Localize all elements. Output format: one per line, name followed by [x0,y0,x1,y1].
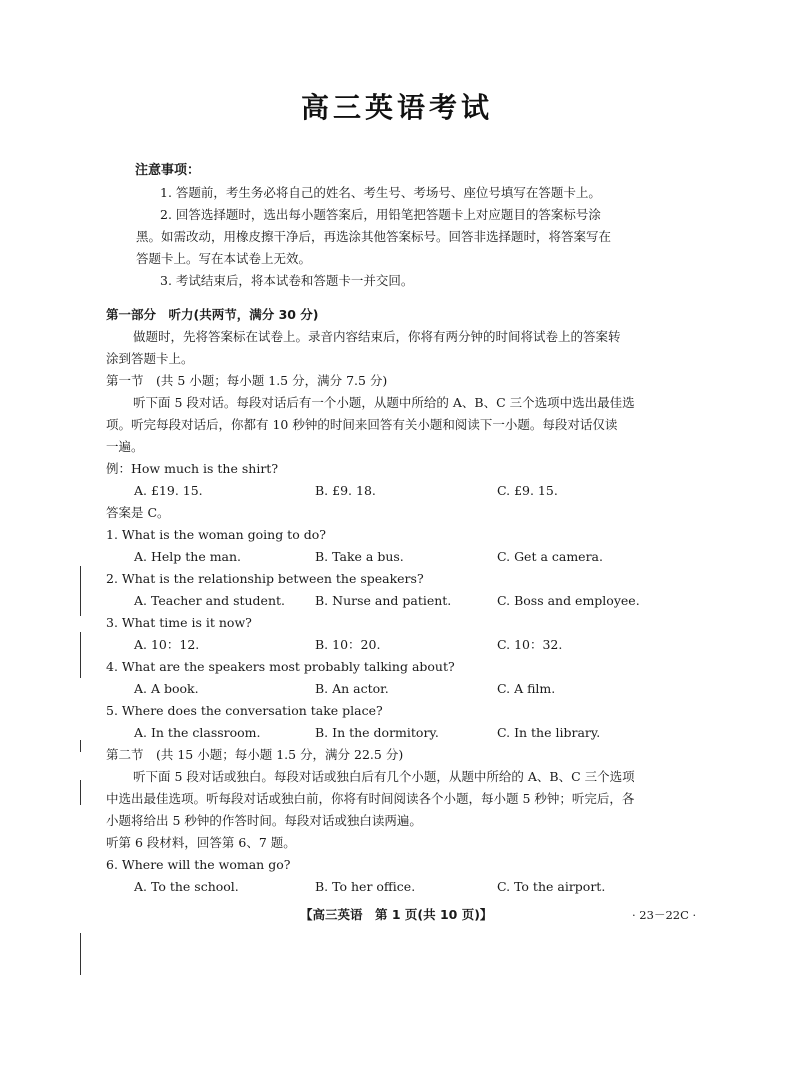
section-1-instr-line-1: 听下面 5 段对话。每段对话后有一个小题，从题中所给的 A、B、C 三个选项中选出最佳选 [133,395,635,410]
section-2-instr-line-1: 听下面 5 段对话或独白。每段对话或独白后有几个小题，从题中所给的 A、B、C 三个选项 [133,769,635,784]
question-3-option-c: C. 10：32. [497,637,563,652]
notice-item-3: 3. 考试结束后，将本试卷和答题卡一并交回。 [160,273,414,288]
example-option-b: B. £9. 18. [315,483,376,498]
question-3: 3. What time is it now? [106,615,252,630]
example-option-c: C. £9. 15. [497,483,558,498]
section-2-material: 听第 6 段材料，回答第 6、7 题。 [106,835,296,850]
question-4: 4. What are the speakers most probably talking about? [106,659,455,674]
section-2-instr-line-3: 小题将给出 5 秒钟的作答时间。每段对话或独白读两遍。 [106,813,422,828]
question-3-option-a: A. 10：12. [134,637,200,652]
part-1-intro-line-1: 做题时，先将答案标在试卷上。录音内容结束后，你将有两分钟的时间将试卷上的答案转 [133,329,621,344]
question-1-option-a: A. Help the man. [134,549,242,564]
example-answer: 答案是 C。 [106,505,170,520]
section-2-instr-line-2: 中选出最佳选项。听每段对话或独白前，你将有时间阅读各个小题，每小题 5 秒钟；听完后，各 [106,791,635,806]
page-footer: 【高三英语 第 1 页(共 10 页)】 [300,907,493,922]
question-1: 1. What is the woman going to do? [106,527,326,542]
exam-title: 高三英语考试 [300,91,493,124]
notice-heading: 注意事项： [135,163,201,178]
paper-code: · 23－22C · [632,908,697,922]
notice-item-2-line-1: 2. 回答选择题时，选出每小题答案后，用铅笔把答题卡上对应题目的答案标号涂 [160,207,601,222]
binding-margin-mark [80,566,81,616]
question-3-option-b: B. 10：20. [315,637,381,652]
binding-margin-mark [80,780,81,805]
question-6-option-a: A. To the school. [134,879,239,894]
question-5-option-a: A. In the classroom. [134,725,261,740]
notice-item-2-line-3: 答题卡上。写在本试卷上无效。 [136,251,312,266]
question-1-option-c: C. Get a camera. [497,549,603,564]
question-5: 5. Where does the conversation take place? [106,703,383,718]
section-1-heading: 第一节 (共 5 小题；每小题 1.5 分，满分 7.5 分) [106,373,388,388]
question-4-option-c: C. A film. [497,681,556,696]
part-1-heading: 第一部分 听力(共两节，满分 30 分) [106,307,319,322]
question-2-option-b: B. Nurse and patient. [315,593,452,608]
example-question: 例：How much is the shirt? [106,461,279,476]
question-2-option-c: C. Boss and employee. [497,593,640,608]
question-6: 6. Where will the woman go? [106,857,291,872]
notice-item-1: 1. 答题前，考生务必将自己的姓名、考生号、考场号、座位号填写在答题卡上。 [160,185,601,200]
question-6-option-c: C. To the airport. [497,879,606,894]
question-2-option-a: A. Teacher and student. [134,593,286,608]
section-1-instr-line-2: 项。听完每段对话后，你都有 10 秒钟的时间来回答有关小题和阅读下一小题。每段对话仅读 [106,417,618,432]
binding-margin-mark [80,632,81,678]
question-5-option-c: C. In the library. [497,725,601,740]
example-option-a: A. £19. 15. [134,483,203,498]
binding-margin-mark [80,933,81,975]
notice-item-2-line-2: 黑。如需改动，用橡皮擦干净后，再选涂其他答案标号。回答非选择题时，将答案写在 [136,229,612,244]
part-1-intro-line-2: 涂到答题卡上。 [106,351,194,366]
question-6-option-b: B. To her office. [315,879,416,894]
question-2: 2. What is the relationship between the speakers? [106,571,424,586]
section-1-instr-line-3: 一遍。 [106,439,144,454]
question-4-option-a: A. A book. [134,681,199,696]
binding-margin-mark [80,740,81,752]
question-4-option-b: B. An actor. [315,681,389,696]
section-2-heading: 第二节 (共 15 小题；每小题 1.5 分，满分 22.5 分) [106,747,404,762]
question-5-option-b: B. In the dormitory. [315,725,439,740]
question-1-option-b: B. Take a bus. [315,549,404,564]
